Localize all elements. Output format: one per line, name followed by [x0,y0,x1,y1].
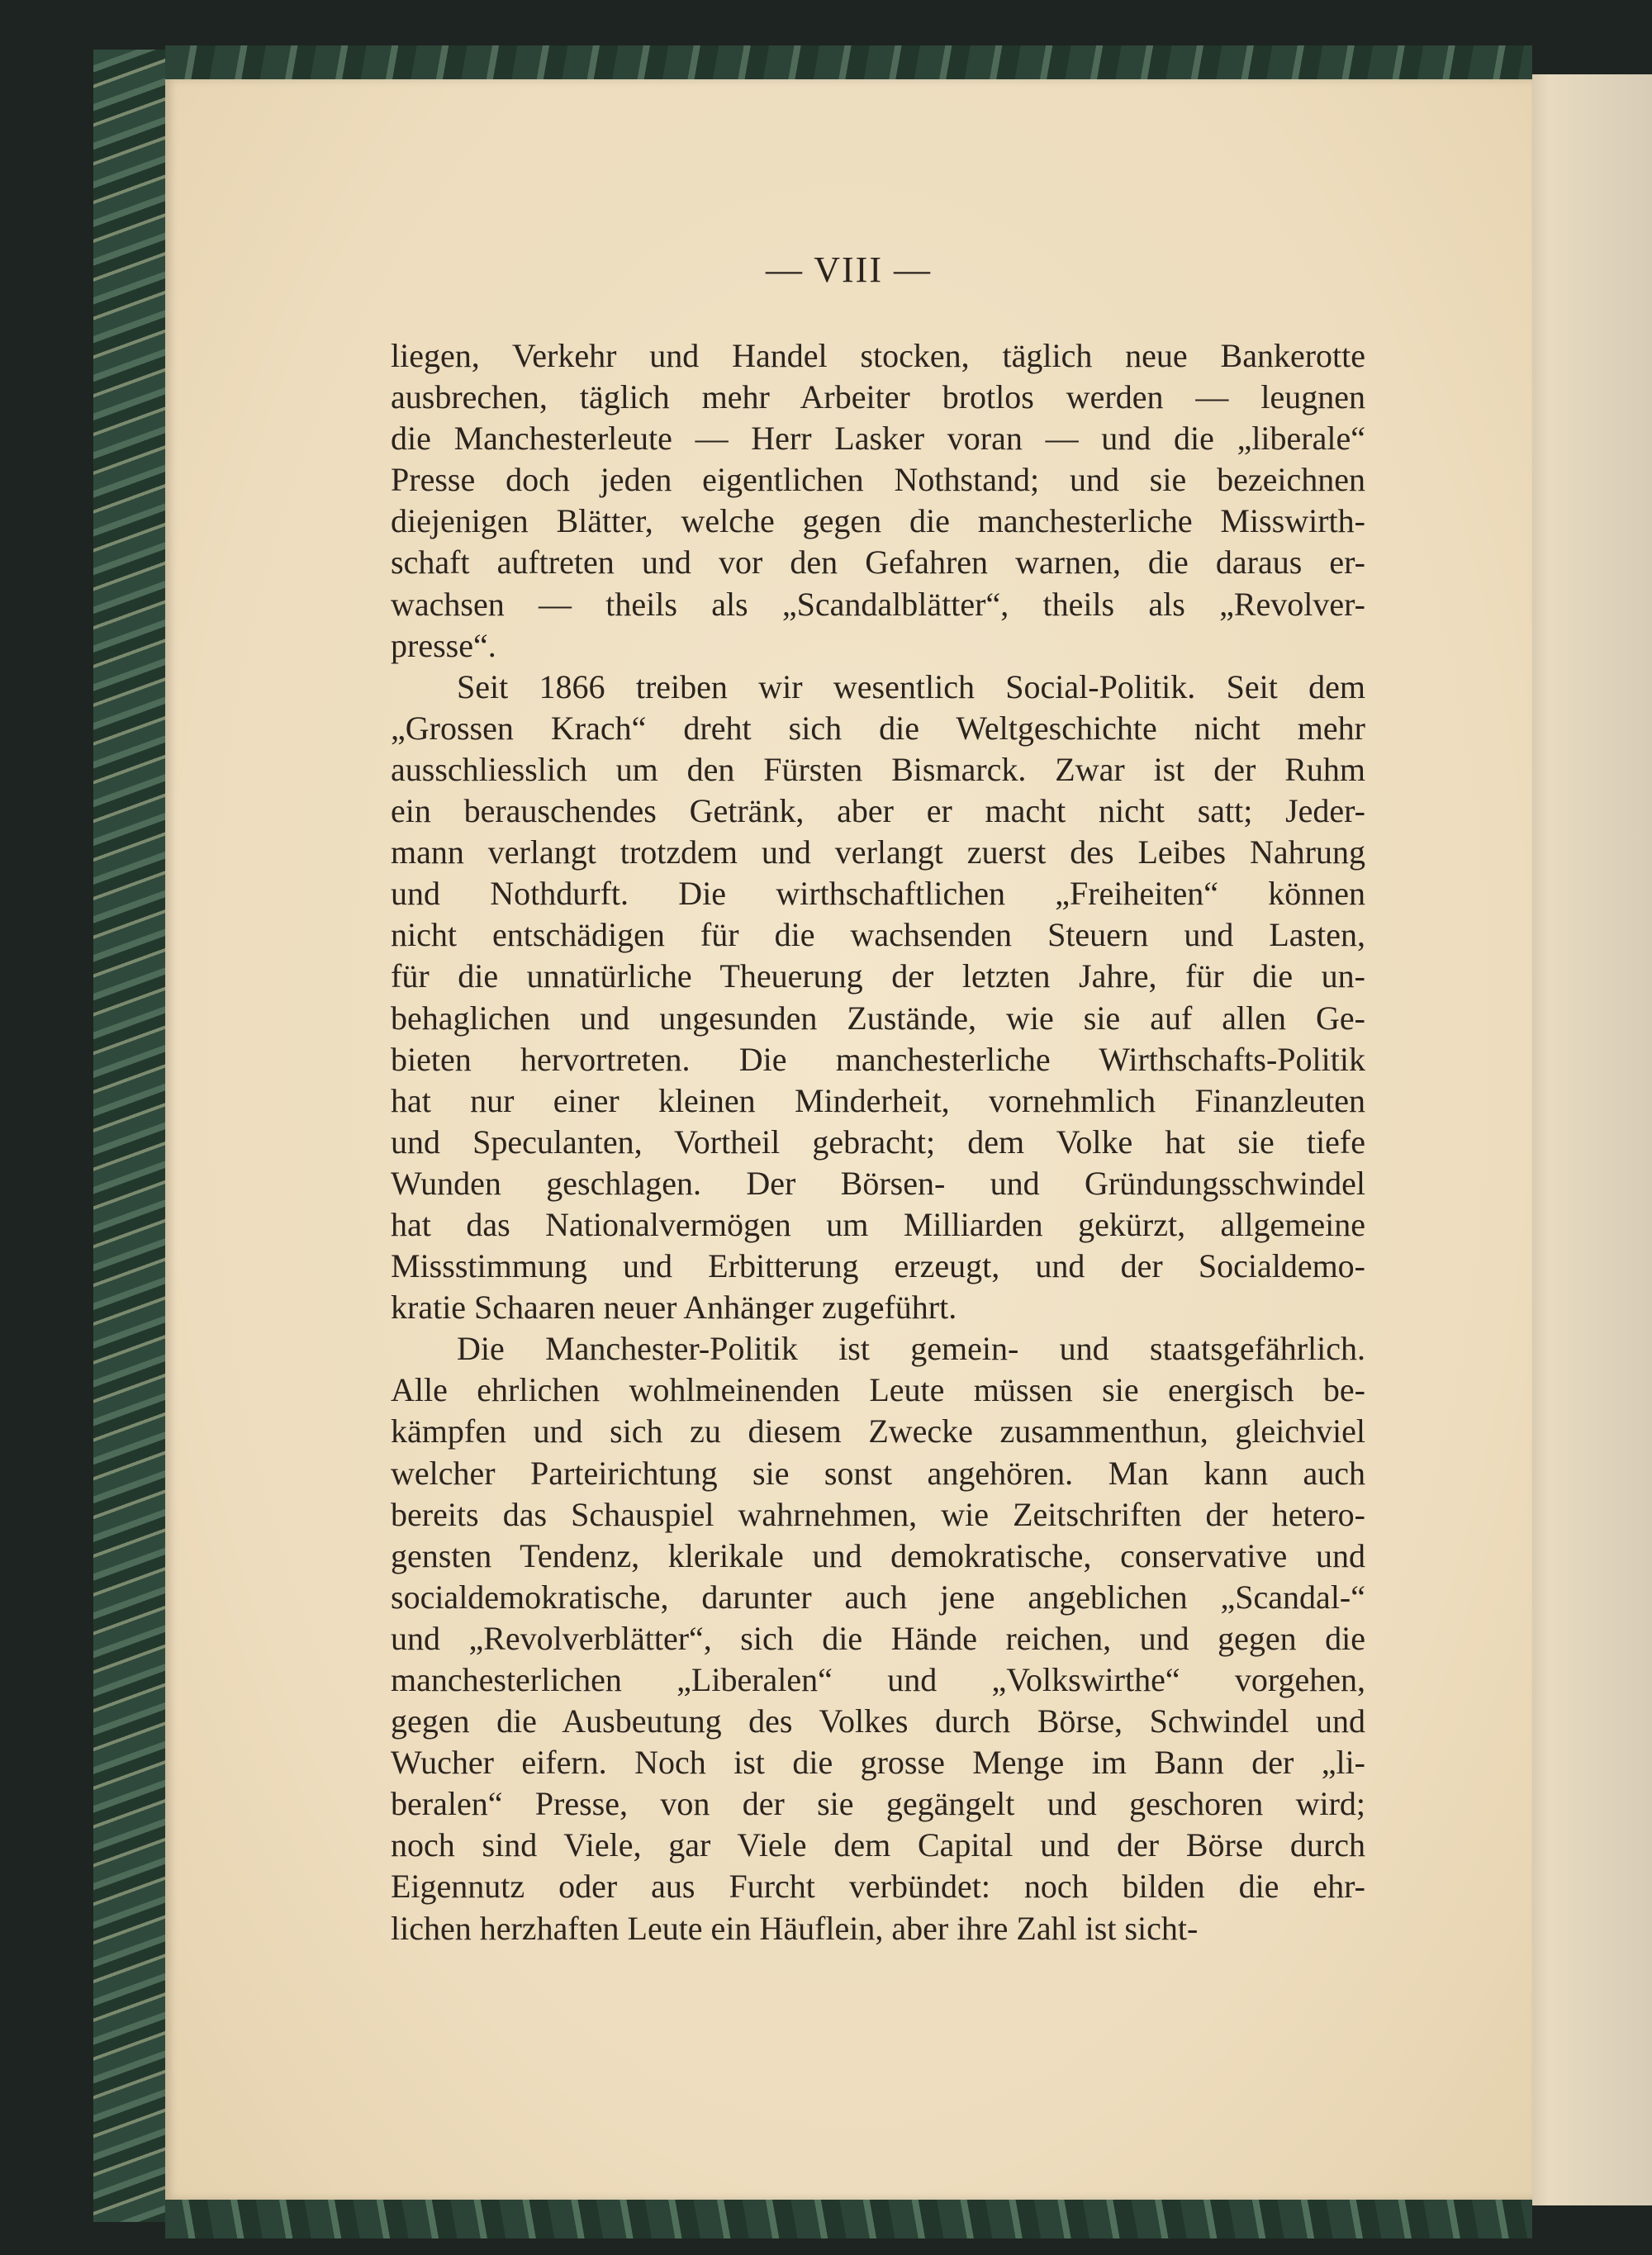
text-line: Alle ehrlichen wohlmeinenden Leute müssen sie energisch be- [391,1371,1365,1409]
paragraph [391,1328,1365,1949]
book-binding [93,50,172,2222]
text-line: Presse doch jeden eigentlichen Nothstand; und sie bezeichnen [391,461,1365,499]
text-line: gegen die Ausbeutung des Volkes durch Börse, Schwindel und [391,1702,1365,1740]
text-line: Missstimmung und Erbitterung erzeugt, und der Socialdemo- [391,1247,1365,1285]
text-line: kratie Schaaren neuer Anhänger zugeführt. [391,1289,957,1327]
text-line: Seit 1866 treiben wir wesentlich Social-Politik. Seit dem [457,667,1365,705]
text-line: beralen“ Presse, von der sie gegängelt und geschoren wird; [391,1785,1365,1823]
text-line: gensten Tendenz, klerikale und demokratische, conservative und [391,1536,1365,1574]
text-line: wachsen — theils als „Scandalblätter“, theils als „Revolver- [391,585,1365,623]
text-line: presse“. [391,626,496,664]
text-line: socialdemokratische, darunter auch jene angeblichen „Scandal-“ [391,1578,1365,1616]
text-line: noch sind Viele, gar Viele dem Capital und der Börse durch [391,1826,1365,1864]
adjacent-page-edge [1532,74,1652,2205]
text-line: „Grossen Krach“ dreht sich die Weltgeschichte nicht mehr [391,709,1365,747]
text-line: Wucher eifern. Noch ist die grosse Menge im Bann der „li- [391,1744,1365,1782]
text-line: ausschliesslich um den Fürsten Bismarck. Zwar ist der Ruhm [391,750,1365,788]
page-body-text [391,335,1365,1949]
text-line: mann verlangt trotzdem und verlangt zuerst des Leibes Nahrung [391,833,1365,871]
text-line: Die Manchester-Politik ist gemein- und staatsgefährlich. [457,1330,1365,1368]
text-line: schaft auftreten und vor den Gefahren warnen, die daraus er- [391,544,1365,582]
text-line: bereits das Schauspiel wahrnehmen, wie Zeitschriften der hetero- [391,1495,1365,1533]
text-line: bieten hervortreten. Die manchesterliche Wirthschafts-Politik [391,1040,1365,1078]
binding-top-edge [165,45,1532,83]
text-line: hat das Nationalvermögen um Milliarden gekürzt, allgemeine [391,1205,1365,1243]
text-line: nicht entschädigen für die wachsenden Steuern und Lasten, [391,916,1365,954]
text-line: kämpfen und sich zu diesem Zwecke zusammenthun, gleichviel [391,1412,1365,1450]
book-page [165,79,1532,2200]
text-line: diejenigen Blätter, welche gegen die manchesterliche Misswirth- [391,502,1365,540]
binding-bottom-edge [165,2197,1532,2238]
text-line: ausbrechen, täglich mehr Arbeiter brotlos werden — leugnen [391,378,1365,416]
paragraph [391,667,1365,1329]
text-line: und Nothdurft. Die wirthschaftlichen „Freiheiten“ können [391,875,1365,913]
text-line: Wunden geschlagen. Der Börsen- und Gründungsschwindel [391,1164,1365,1202]
text-line: welcher Parteirichtung sie sonst angehören. Man kann auch [391,1454,1365,1492]
text-line: lichen herzhaften Leute ein Häuflein, aber ihre Zahl ist sicht- [391,1909,1199,1947]
text-line: ein berauschendes Getränk, aber er macht nicht satt; Jeder- [391,792,1365,830]
text-line: für die unnatürliche Theuerung der letzten Jahre, für die un- [391,957,1365,995]
text-line: behaglichen und ungesunden Zustände, wie sie auf allen Ge- [391,999,1365,1037]
text-line: und Speculanten, Vortheil gebracht; dem Volke hat sie tiefe [391,1123,1365,1161]
text-line: hat nur einer kleinen Minderheit, vornehmlich Finanzleuten [391,1081,1365,1119]
paragraph [391,335,1365,667]
page-number-header: — VIII — [766,249,932,290]
text-line: Eigennutz oder aus Furcht verbündet: noch bilden die ehr- [391,1868,1365,1906]
text-line: liegen, Verkehr und Handel stocken, täglich neue Bankerotte [391,337,1365,374]
text-line: manchesterlichen „Liberalen“ und „Volkswirthe“ vorgehen, [391,1661,1365,1698]
text-line: und „Revolverblätter“, sich die Hände reichen, und gegen die [391,1619,1365,1657]
text-line: die Manchesterleute — Herr Lasker voran — und die „liberale“ [391,420,1365,458]
